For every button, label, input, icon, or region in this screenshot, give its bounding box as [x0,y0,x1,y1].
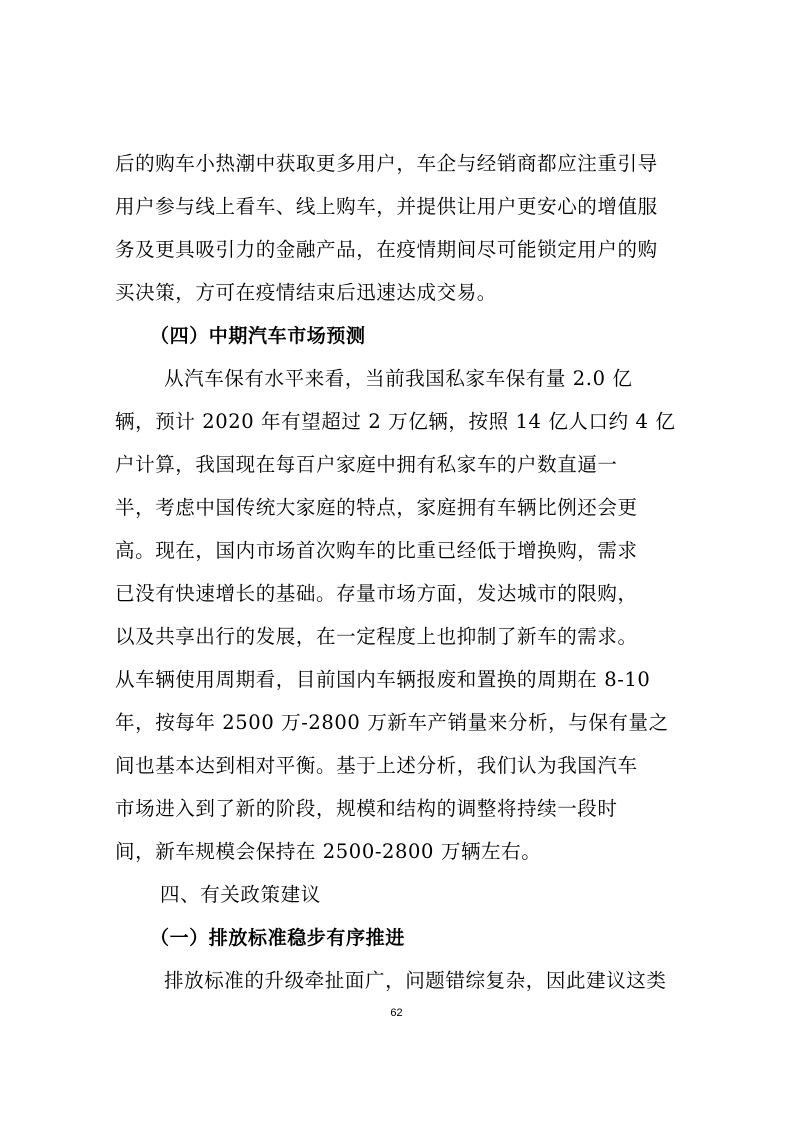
paragraph-line: 间，新车规模会保持在 2500-2800 万辆左右。 [115,840,542,863]
paragraph-line: 辆，预计 2020 年有望超过 2 万亿辆，按照 14 亿人口约 4 亿 [115,410,676,433]
body-text-line: 买决策，方可在疫情结束后迅速达成交易。 [115,281,497,304]
paragraph-line: 户计算，我国现在每百户家庭中拥有私家车的户数直逼一 [115,453,618,476]
body-text-line: 用户参与线上看车、线上购车，并提供让用户更安心的增值服 [115,195,658,218]
page-number: 62 [390,1007,403,1019]
paragraph-line: 年，按每年 2500 万-2800 万新车产销量来分析，与保有量之 [115,711,669,734]
section-heading: 四、有关政策建议 [160,883,321,906]
paragraph-line: 从汽车保有水平来看，当前我国私家车保有量 2.0 亿 [164,367,633,390]
subsection-heading: （一）排放标准稳步有序推进 [150,927,405,949]
paragraph-line: 从车辆使用周期看，目前国内车辆报废和置换的周期在 8-10 [115,668,651,691]
body-text-line: 后的购车小热潮中获取更多用户，车企与经销商都应注重引导 [115,152,658,175]
paragraph-line: 市场进入到了新的阶段，规模和结构的调整将持续一段时 [115,797,618,820]
body-text-line: 务及更具吸引力的金融产品，在疫情期间尽可能锁定用户的购 [115,238,658,261]
subsection-heading: （四）中期汽车市场预测 [150,325,366,347]
paragraph-line: 间也基本达到相对平衡。基于上述分析，我们认为我国汽车 [115,754,638,777]
paragraph-line: 已没有快速增长的基础。存量市场方面，发达城市的限购， [115,582,638,605]
paragraph-line: 以及共享出行的发展，在一定程度上也抑制了新车的需求。 [115,625,638,648]
paragraph-line: 排放标准的升级牵扯面广，问题错综复杂，因此建议这类 [164,969,667,992]
paragraph-line: 半，考虑中国传统大家庭的特点，家庭拥有车辆比例还会更 [115,496,638,519]
paragraph-line: 高。现在，国内市场首次购车的比重已经低于增换购，需求 [115,539,638,562]
